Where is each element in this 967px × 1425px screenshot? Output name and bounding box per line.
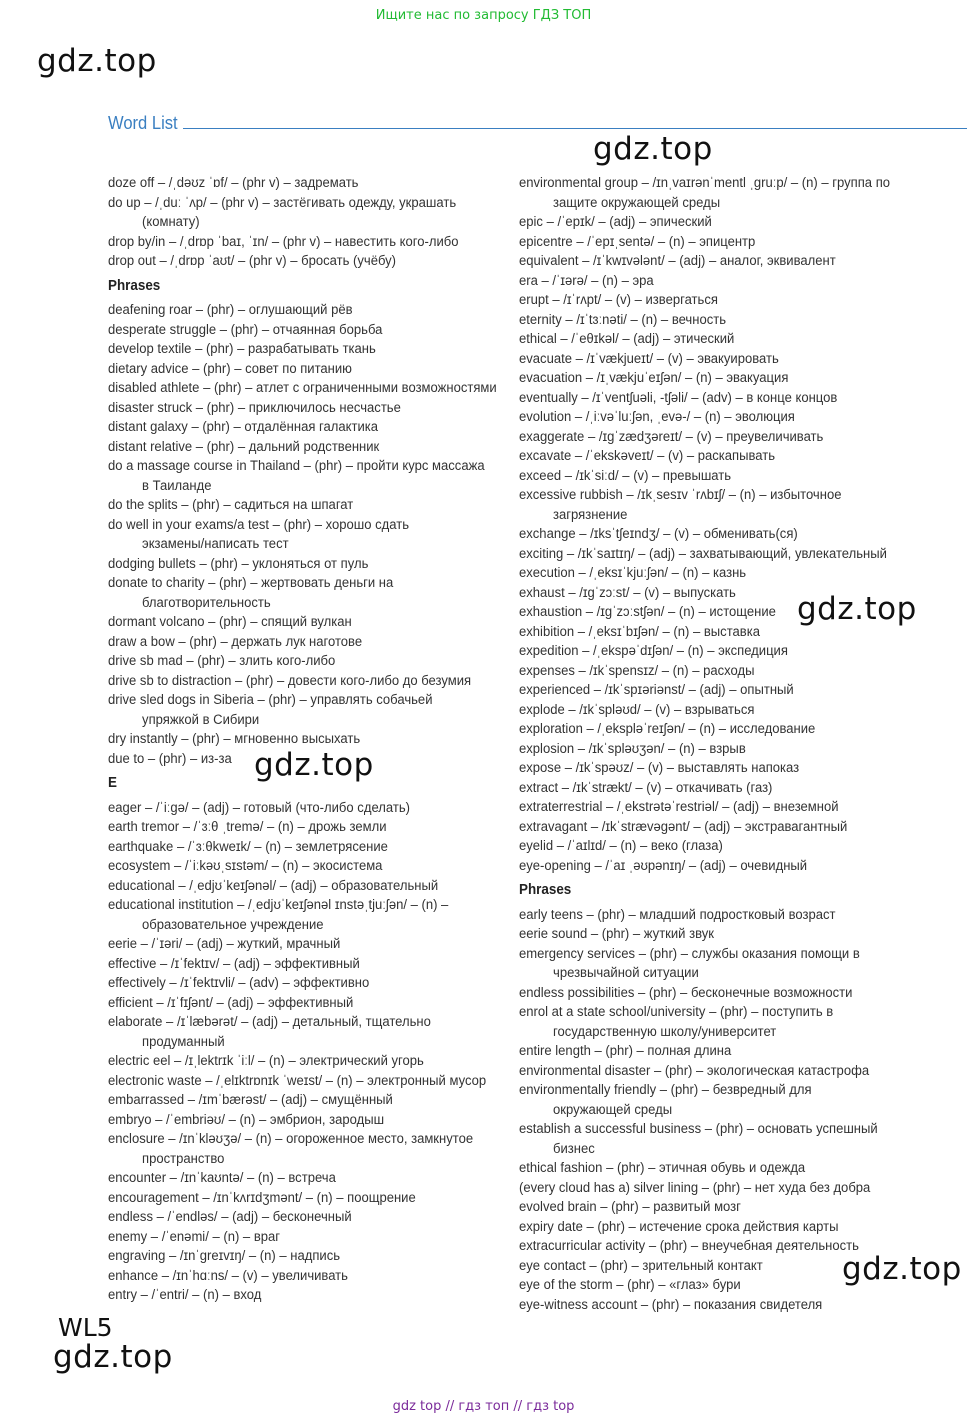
word-entry: evolution – /ˌiːvəˈluːʃən, ˌevə-/ – (n) – эволюция	[519, 409, 795, 425]
word-entry: excessive rubbish – /ɪkˌsesɪv ˈrʌbɪʃ/ – (n) – избыточное	[519, 487, 842, 503]
word-entry: extract – /ɪkˈstrækt/ – (v) – откачивать (газ)	[519, 779, 773, 796]
word-entry: due to – (phr) – из-за	[108, 750, 232, 767]
word-entry: do up – /ˌduː ˈʌp/ – (phr v) – застёгивать одежду, украшать	[108, 194, 457, 211]
word-entry: (every cloud has a) silver lining – (phr) – нет худа без добра	[519, 1179, 871, 1196]
word-entry: eye of the storm – (phr) – «глаз» бури	[519, 1277, 741, 1293]
word-entry: encounter – /ɪnˈkaʊntə/ – (n) – встреча	[108, 1170, 336, 1186]
word-entry: eternity – /ɪˈtɜːnəti/ – (n) – вечность	[519, 311, 727, 328]
entry-continuation: продуманный	[142, 1033, 225, 1050]
word-entry: drive sb mad – (phr) – злить кого-либо	[108, 653, 336, 669]
word-entry: drop by/in – /ˌdrɒp ˈbaɪ, ˈɪn/ – (phr v) – навестить кого-либо	[108, 233, 459, 250]
word-entry: eye-witness account – (phr) – показания свидетеля	[519, 1296, 823, 1313]
word-entry: efficient – /ɪˈfɪʃənt/ – (adj) – эффективный	[108, 994, 354, 1011]
word-entry: effectively – /ɪˈfektɪvli/ – (adv) – эффективно	[108, 975, 370, 991]
word-entry: entry – /ˈentri/ – (n) – вход	[108, 1287, 262, 1303]
word-entry: excavate – /ˈekskəveɪt/ – (v) – раскапывать	[519, 448, 776, 464]
word-entry: enemy – /ˈenəmi/ – (n) – враг	[108, 1228, 281, 1245]
word-entry: environmental disaster – (phr) – экологическая катастрофа	[519, 1062, 870, 1079]
watermark: gdz.top	[53, 1339, 173, 1375]
word-entry: do a massage course in Thailand – (phr) – пройти курс массажа	[108, 458, 485, 474]
word-entry: drive sled dogs in Siberia – (phr) – управлять собачьей	[108, 692, 433, 708]
word-entry: deafening roar – (phr) – оглушающий рёв	[108, 302, 353, 318]
word-entry: engraving – /ɪnˈɡreɪvɪŋ/ – (n) – надпись	[108, 1248, 341, 1264]
entry-continuation: упряжкой в Сибири	[142, 711, 260, 728]
word-entry: early teens – (phr) – младший подростковый возраст	[519, 906, 836, 923]
entry-continuation: загрязнение	[553, 506, 628, 523]
word-entry: electric eel – /ɪˌlektrɪk ˈiːl/ – (n) – электрический угорь	[108, 1053, 424, 1069]
word-entry: exciting – /ɪkˈsaɪtɪŋ/ – (adj) – захватывающий, увлекательный	[519, 545, 887, 562]
word-entry: evolved brain – (phr) – развитый мозг	[519, 1199, 741, 1215]
entry-continuation: государственную школу/университет	[553, 1023, 777, 1040]
word-entry: ethical fashion – (phr) – этичная обувь и одежда	[519, 1160, 806, 1176]
word-entry: extracurricular activity – (phr) – внеучебная деятельность	[519, 1238, 859, 1254]
word-entry: distant galaxy – (phr) – отдалённая галактика	[108, 419, 379, 435]
entry-continuation: образовательное учреждение	[142, 916, 324, 933]
word-entry: endless – /ˈendləs/ – (adj) – бесконечный	[108, 1209, 352, 1225]
word-entry: educational institution – /ˌedjʊˈkeɪʃənəl ɪnstəˌtjuːʃən/ – (n) –	[108, 897, 449, 913]
watermark: gdz.top	[842, 1251, 962, 1287]
word-entry: eerie – /ˈɪəri/ – (adj) – жуткий, мрачный	[108, 936, 341, 952]
word-entry: eye contact – (phr) – зрительный контакт	[519, 1257, 763, 1274]
section-heading: Phrases	[519, 882, 572, 898]
word-entry: embarrassed – /ɪmˈbærəst/ – (adj) – смущённый	[108, 1092, 393, 1108]
word-entry: emergency services – (phr) – службы оказания помощи в	[519, 945, 860, 962]
word-entry: enclosure – /ɪnˈkləʊʒə/ – (n) – огороженное место, замкнутое	[108, 1131, 474, 1147]
word-entry: environmental group – /ɪnˌvaɪrənˈmentl ˌɡruːp/ – (n) – группа по	[519, 175, 891, 191]
word-entry: develop textile – (phr) – разрабатывать ткань	[108, 341, 376, 357]
word-entry: earth tremor – /ˈɜːθ ˌtremə/ – (n) – дрожь земли	[108, 819, 387, 835]
entry-continuation: пространство	[142, 1150, 225, 1167]
watermark: gdz.top	[37, 43, 157, 79]
word-entry: distant relative – (phr) – дальний родственник	[108, 438, 380, 455]
left-column	[108, 174, 508, 1306]
word-entry: exploration – /ˌekspləˈreɪʃən/ – (n) – исследование	[519, 721, 816, 737]
entry-continuation: в Таиланде	[142, 477, 212, 494]
word-entry: desperate struggle – (phr) – отчаянная борьба	[108, 321, 383, 338]
word-entry: dry instantly – (phr) – мгновенно высыхать	[108, 731, 361, 747]
entry-continuation: чрезвычайной ситуации	[553, 965, 699, 981]
word-entry: expose – /ɪkˈspəʊz/ – (v) – выставлять напоказ	[519, 760, 800, 776]
word-entry: ecosystem – /ˈiːkəʊˌsɪstəm/ – (n) – экосистема	[108, 858, 383, 874]
word-entry: expenses – /ɪkˈspensɪz/ – (n) – расходы	[519, 662, 755, 679]
word-entry: drive sb to distraction – (phr) – довести кого-либо до безумия	[108, 672, 472, 689]
word-entry: expiry date – (phr) – истечение срока действия карты	[519, 1218, 839, 1235]
word-entry: evacuate – /ɪˈvækjueɪt/ – (v) – эвакуировать	[519, 350, 779, 367]
word-entry: encouragement – /ɪnˈkʌrɪdʒmənt/ – (n) – поощрение	[108, 1189, 416, 1206]
word-entry: donate to charity – (phr) – жертвовать деньги на	[108, 575, 394, 591]
word-entry: experienced – /ɪkˈspɪəriənst/ – (adj) – опытный	[519, 682, 794, 698]
top-banner: Ищите нас по запросу ГДЗ ТОП	[375, 8, 592, 23]
word-entry: equivalent – /ɪˈkwɪvələnt/ – (adj) – аналог, эквивалент	[519, 253, 836, 269]
watermark: gdz.top	[593, 131, 713, 167]
word-entry: extraterrestrial – /ˌekstrətəˈrestriəl/ – (adj) – внеземной	[519, 799, 839, 815]
word-entry: establish a successful business – (phr) – основать успешный	[519, 1121, 878, 1137]
section-heading: Phrases	[108, 277, 161, 294]
word-entry: epicentre – /ˈepɪˌsentə/ – (n) – эпицентр	[519, 233, 756, 250]
word-entry: exaggerate – /ɪɡˈzædʒəreɪt/ – (v) – преувеличивать	[519, 428, 824, 445]
word-entry: extravagant – /ɪkˈstrævəɡənt/ – (adj) – экстравагантный	[519, 818, 848, 835]
word-entry: exceed – /ɪkˈsiːd/ – (v) – превышать	[519, 467, 732, 484]
section-rule	[183, 128, 967, 129]
entry-continuation: бизнес	[553, 1140, 595, 1157]
word-entry: eerie sound – (phr) – жуткий звук	[519, 926, 714, 942]
word-entry: enhance – /ɪnˈhɑːns/ – (v) – увеличивать	[108, 1267, 348, 1284]
word-entry: execution – /ˌeksɪˈkjuːʃən/ – (n) – казнь	[519, 565, 747, 581]
word-entry: eventually – /ɪˈventʃuəli, -tʃəli/ – (adv) – в конце концов	[519, 389, 838, 406]
word-entry: expedition – /ˌekspəˈdɪʃən/ – (n) – экспедиция	[519, 643, 788, 659]
word-entry: electronic waste – /ˌelɪktrɒnɪk ˈweɪst/ – (n) – электронный мусор	[108, 1072, 487, 1089]
word-entry: embryo – /ˈembriəʊ/ – (n) – эмбрион, зародыш	[108, 1111, 385, 1128]
word-entry: epic – /ˈepɪk/ – (adj) – эпический	[519, 214, 712, 230]
word-entry: erupt – /ɪˈrʌpt/ – (v) – извергаться	[519, 292, 718, 308]
word-entry: ethical – /ˈeθɪkəl/ – (adj) – этический	[519, 331, 735, 347]
watermark: gdz.top	[254, 747, 374, 783]
word-entry: elaborate – /ɪˈlæbərət/ – (adj) – детальный, тщательно	[108, 1014, 431, 1030]
word-entry: eager – /ˈiːɡə/ – (adj) – готовый (что-либо сделать)	[108, 799, 410, 816]
word-entry: enrol at a state school/university – (phr) – поступить в	[519, 1004, 834, 1020]
entry-continuation: благотворительность	[142, 594, 271, 611]
section-title: Word List	[108, 113, 178, 133]
word-entry: disabled athlete – (phr) – атлет с ограниченными возможностями	[108, 380, 497, 396]
section-heading: E	[108, 775, 117, 791]
entry-continuation: защите окружающей среды	[553, 194, 721, 211]
entry-continuation: (комнату)	[142, 214, 200, 230]
word-entry: dormant volcano – (phr) – спящий вулкан	[108, 614, 352, 630]
word-entry: exhaustion – /ɪɡˈzɔːstʃən/ – (n) – истощение	[519, 604, 776, 620]
word-entry: entire length – (phr) – полная длина	[519, 1043, 732, 1059]
word-entry: earthquake – /ˈɜːθkweɪk/ – (n) – землетрясение	[108, 838, 388, 855]
word-entry: exhaust – /ɪɡˈzɔːst/ – (v) – выпускать	[519, 584, 736, 601]
footer-links: gdz top // гдз топ // гдз top	[392, 1399, 575, 1414]
entry-continuation: экзамены/написать тест	[142, 536, 289, 552]
word-entry: explosion – /ɪkˈspləʊʒən/ – (n) – взрыв	[519, 740, 746, 757]
word-entry: doze off – /ˌdəʊz ˈɒf/ – (phr v) – задремать	[108, 175, 359, 191]
right-column	[519, 174, 959, 1315]
word-entry: dodging bullets – (phr) – уклоняться от пуль	[108, 555, 369, 572]
word-entry: educational – /ˌedjʊˈkeɪʃənəl/ – (adj) – образовательный	[108, 877, 439, 894]
watermark: gdz.top	[797, 591, 917, 627]
word-entry: do well in your exams/a test – (phr) – хорошо сдать	[108, 516, 410, 533]
page-number: WL5	[58, 1313, 113, 1342]
word-entry: do the splits – (phr) – садиться на шпагат	[108, 497, 354, 513]
word-entry: draw a bow – (phr) – держать лук наготове	[108, 633, 363, 650]
word-entry: drop out – /ˌdrɒp ˈaʊt/ – (phr v) – бросать (учёбу)	[108, 253, 397, 269]
word-entry: exhibition – /ˌeksɪˈbɪʃən/ – (n) – выставка	[519, 623, 760, 640]
word-entry: eye-opening – /ˈaɪ ˌəʊpənɪŋ/ – (adj) – очевидный	[519, 857, 808, 874]
word-entry: disaster struck – (phr) – приключилось несчастье	[108, 399, 401, 416]
word-entry: era – /ˈɪərə/ – (n) – эра	[519, 272, 654, 289]
word-entry: effective – /ɪˈfektɪv/ – (adj) – эффективный	[108, 955, 360, 972]
word-entry: environmentally friendly – (phr) – безвредный для	[519, 1082, 812, 1098]
word-entry: eyelid – /ˈaɪlɪd/ – (n) – веко (глаза)	[519, 838, 723, 854]
entry-continuation: окружающей среды	[553, 1101, 673, 1118]
word-entry: explode – /ɪkˈspləʊd/ – (v) – взрываться	[519, 701, 755, 718]
word-entry: evacuation – /ɪˌvækjuˈeɪʃən/ – (n) – эвакуация	[519, 370, 789, 386]
word-entry: exchange – /ɪksˈtʃeɪndʒ/ – (v) – обменивать(ся)	[519, 526, 798, 542]
word-entry: dietary advice – (phr) – совет по питанию	[108, 360, 352, 377]
word-entry: endless possibilities – (phr) – бесконечные возможности	[519, 984, 853, 1001]
